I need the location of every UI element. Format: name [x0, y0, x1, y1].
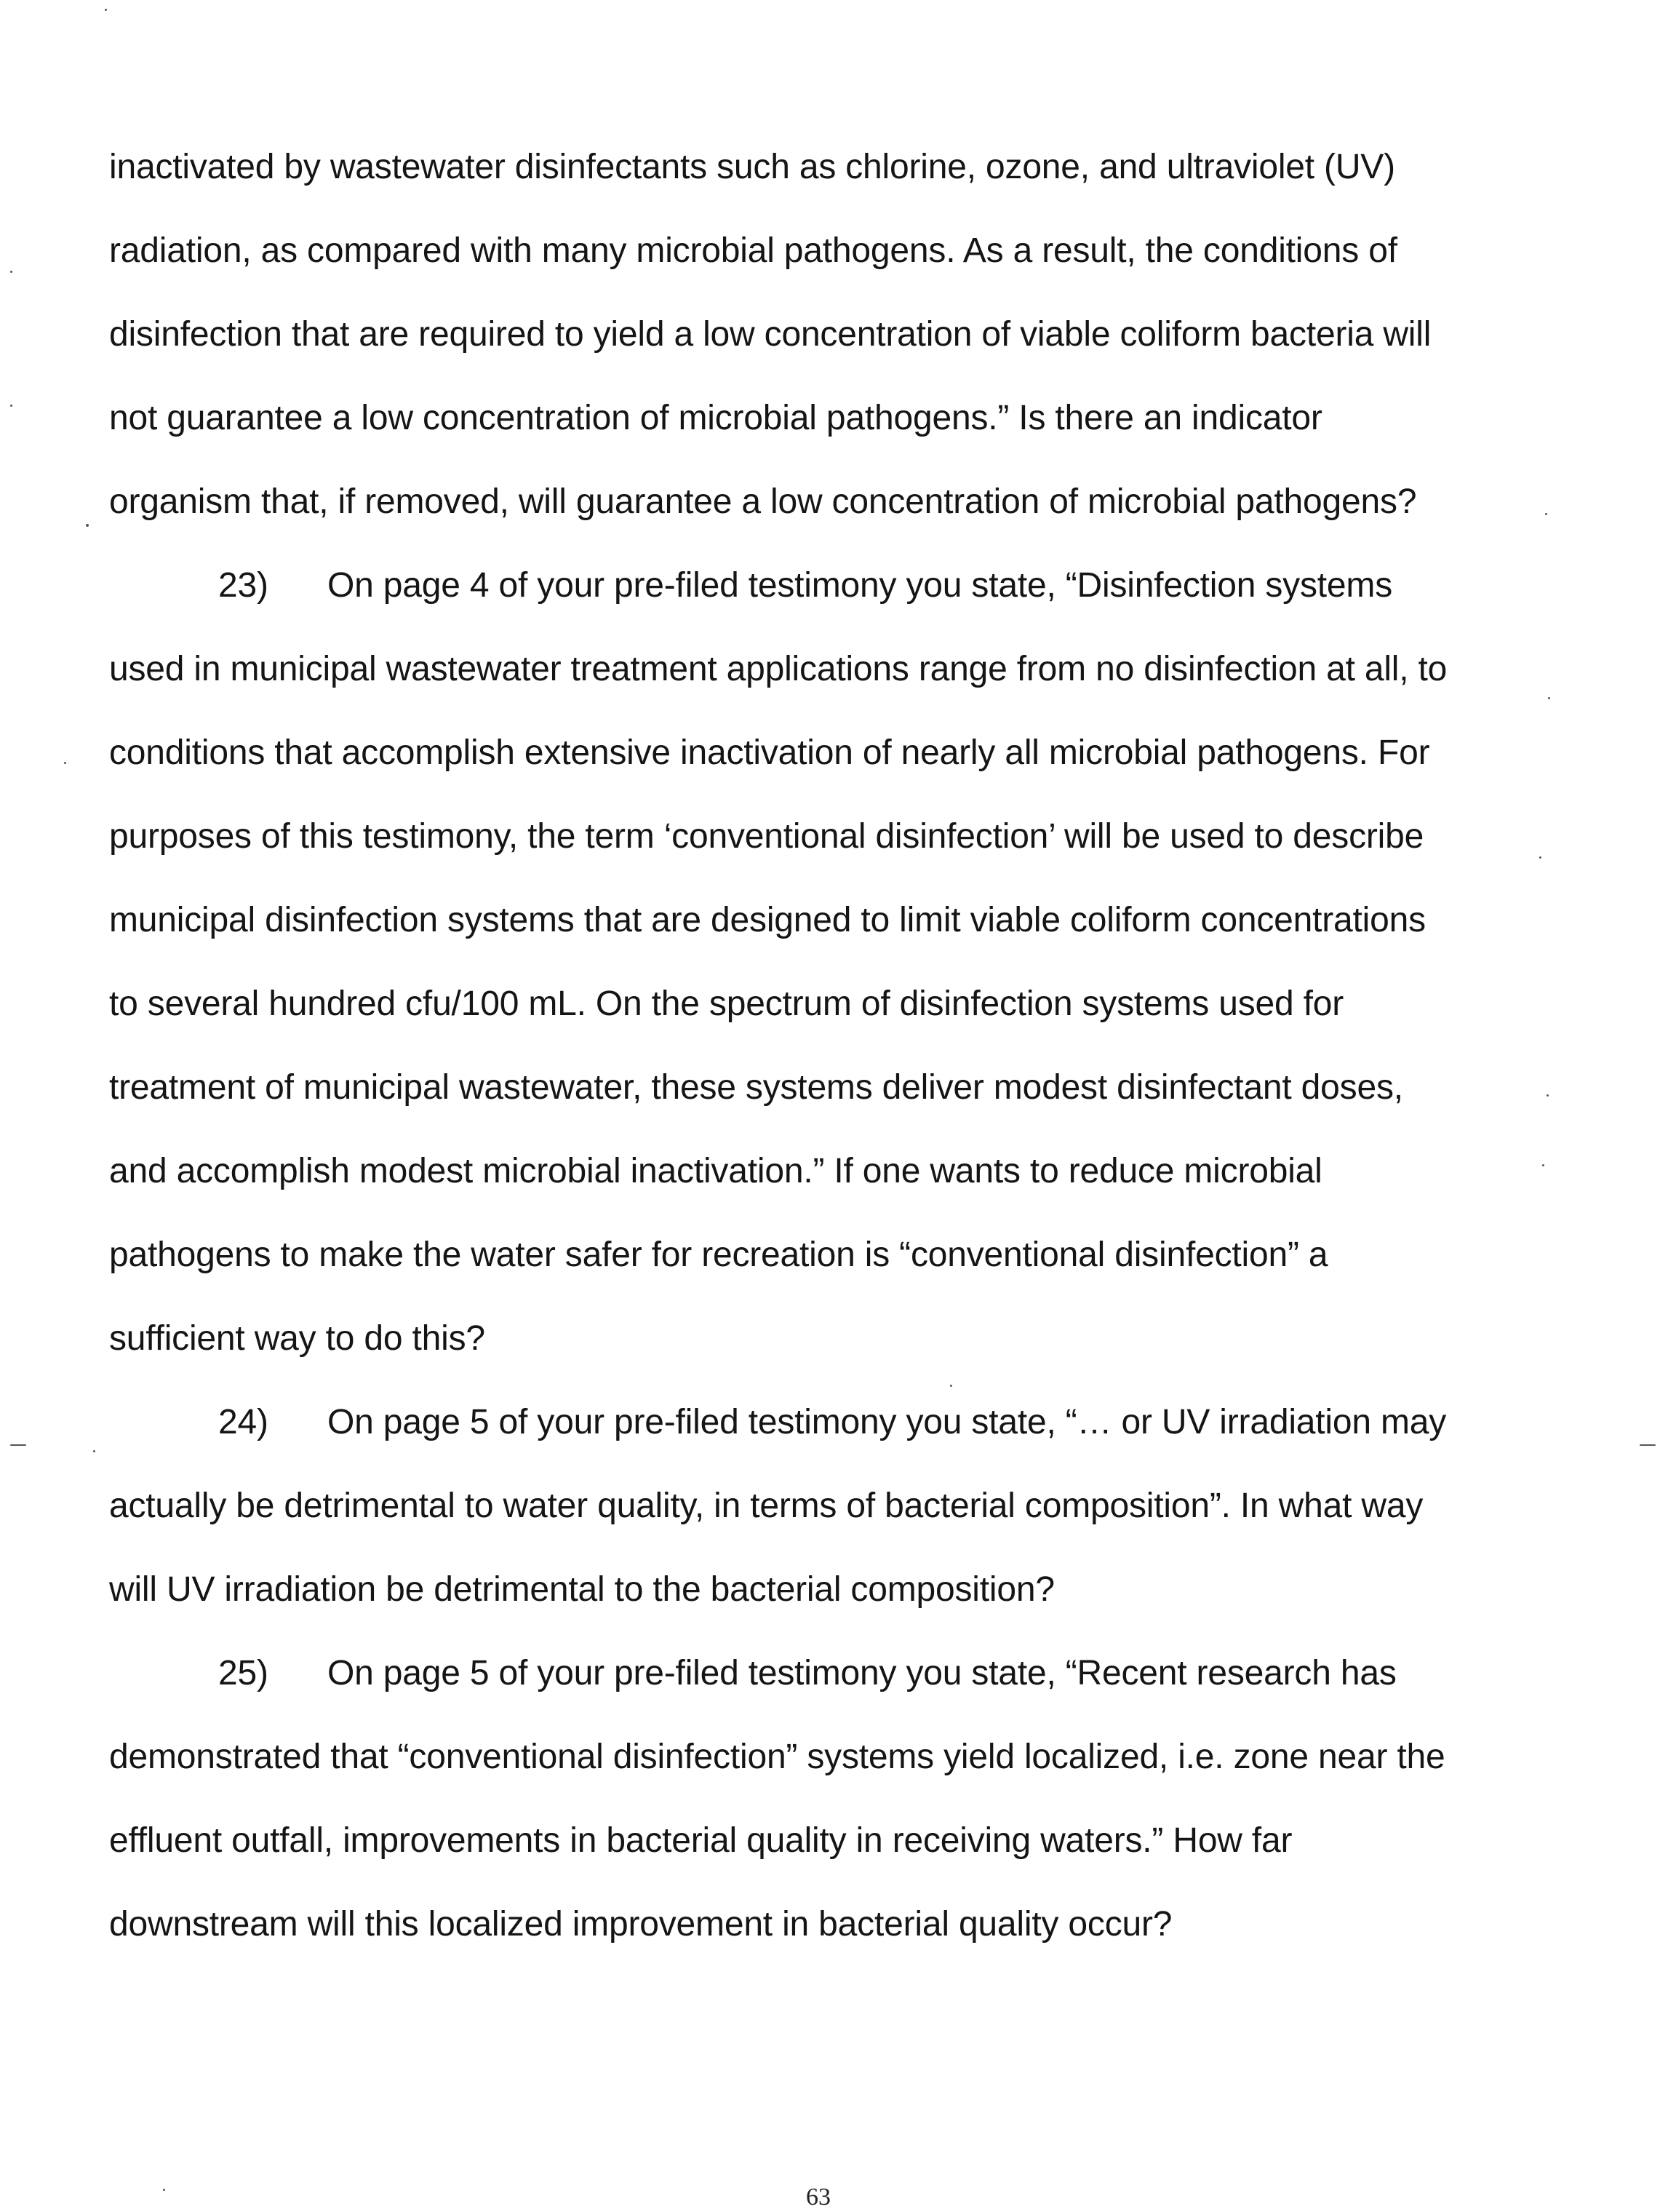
text-line: to several hundred cfu/100 mL. On the spectrum of disinfection systems used for: [109, 984, 1344, 1023]
scan-speck: [1539, 856, 1541, 859]
scan-speck: [86, 524, 89, 527]
page-number: 63: [806, 2184, 831, 2211]
text-line: will UV irradiation be detrimental to the bacterial composition?: [109, 1570, 1055, 1609]
scan-speck: [105, 9, 107, 11]
text-line: downstream will this localized improvement in bacterial quality occur?: [109, 1905, 1173, 1944]
scan-speck: [1547, 1094, 1549, 1097]
question-text: On page 5 of your pre-filed testimony you state, “… or UV irradiation may: [327, 1403, 1447, 1441]
question-number: 25): [218, 1654, 268, 1692]
text-line: radiation, as compared with many microbial pathogens. As a result, the conditions of: [109, 231, 1397, 270]
scan-speck: [10, 271, 12, 273]
text-line: inactivated by wastewater disinfectants such as chlorine, ozone, and ultraviolet (UV): [109, 148, 1395, 186]
text-line: conditions that accomplish extensive inactivation of nearly all microbial pathogens. For: [109, 733, 1430, 772]
question-number: 23): [218, 566, 268, 605]
question-24-first-line: [218, 1401, 1446, 1444]
scan-speck: [1542, 1164, 1544, 1166]
text-line: organism that, if removed, will guarantee a low concentration of microbial pathogens?: [109, 482, 1417, 521]
scan-speck: [163, 2189, 165, 2191]
question-23-first-line: [218, 564, 1392, 608]
text-line: pathogens to make the water safer for recreation is “conventional disinfection” a: [109, 1236, 1328, 1274]
text-line: actually be detrimental to water quality, in terms of bacterial composition”. In what way: [109, 1487, 1424, 1525]
scan-speck: [64, 762, 66, 764]
scan-speck: [93, 1450, 95, 1452]
question-25-first-line: [218, 1652, 1397, 1695]
text-line: treatment of municipal wastewater, these systems deliver modest disinfectant doses,: [109, 1068, 1403, 1107]
scan-speck: [10, 1444, 26, 1446]
text-line: effluent outfall, improvements in bacterial quality in receiving waters.” How far: [109, 1821, 1293, 1860]
question-text: On page 5 of your pre-filed testimony you state, “Recent research has: [327, 1654, 1397, 1692]
text-line: and accomplish modest microbial inactivation.” If one wants to reduce microbial: [109, 1152, 1322, 1190]
question-number: 24): [218, 1403, 268, 1441]
text-line: used in municipal wastewater treatment applications range from no disinfection at all, to: [109, 650, 1448, 688]
text-line: municipal disinfection systems that are designed to limit viable coliform concentrations: [109, 901, 1426, 939]
text-line: not guarantee a low concentration of microbial pathogens.” Is there an indicator: [109, 399, 1322, 437]
scan-speck: [1548, 697, 1550, 699]
text-line: sufficient way to do this?: [109, 1319, 485, 1358]
text-line: disinfection that are required to yield a low concentration of viable coliform bacteria will: [109, 315, 1432, 354]
scan-speck: [1640, 1444, 1656, 1446]
text-line: purposes of this testimony, the term ‘conventional disinfection’ will be used to describe: [109, 817, 1424, 856]
question-text: On page 4 of your pre-filed testimony you state, “Disinfection systems: [327, 566, 1392, 605]
scan-speck: [10, 405, 12, 407]
text-line: demonstrated that “conventional disinfection” systems yield localized, i.e. zone near the: [109, 1738, 1445, 1776]
scan-speck: [950, 1385, 952, 1387]
scan-speck: [1545, 513, 1547, 515]
